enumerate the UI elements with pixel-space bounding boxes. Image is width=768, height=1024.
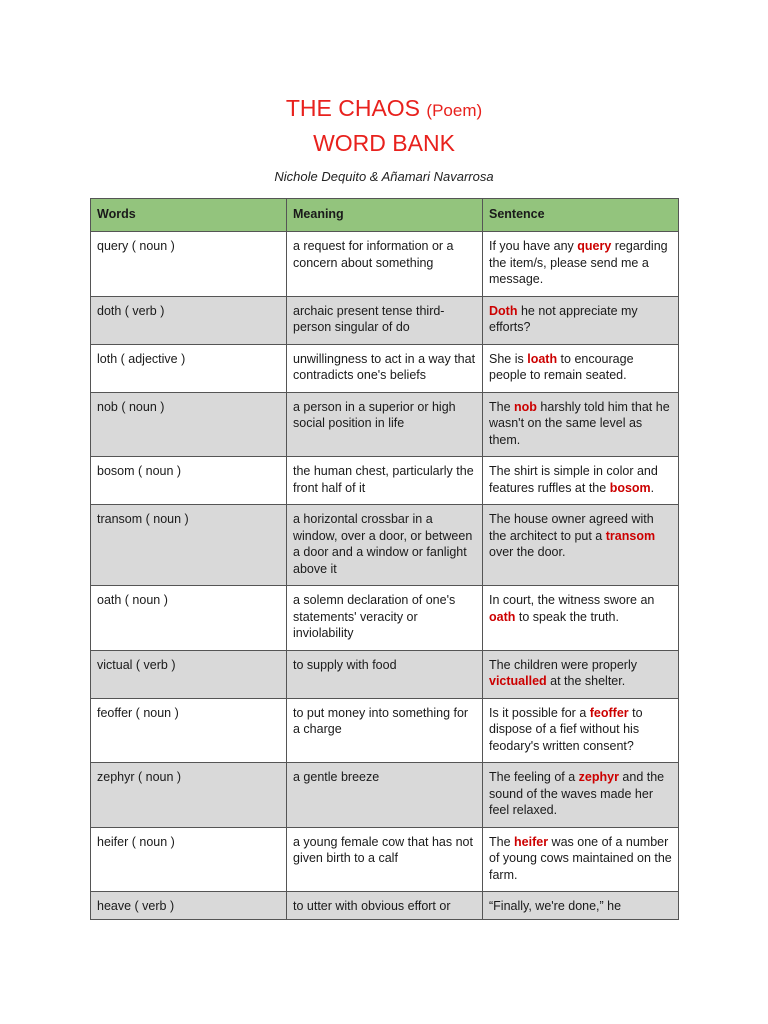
sentence-cell (483, 457, 679, 505)
sentence-text: The shirt is simple in color and features ruffles at the (489, 464, 658, 495)
meaning-cell: to supply with food (287, 650, 483, 698)
meaning-cell: a request for information or a concern about something (287, 232, 483, 297)
sentence-text: to speak the truth. (515, 609, 619, 624)
sentence-text: at the shelter. (546, 674, 626, 688)
meaning-cell: archaic present tense third-person singular of do (287, 296, 483, 344)
sentence-cell (483, 392, 679, 457)
word-cell: feoffer ( noun ) (91, 698, 287, 763)
meaning-cell: to put money into something for a charge (287, 698, 483, 763)
title-main: THE CHAOS (285, 95, 421, 121)
table-row (91, 392, 679, 457)
word-cell: victual ( verb ) (91, 650, 287, 698)
word-cell: transom ( noun ) (91, 505, 287, 586)
meaning-cell: a horizontal crossbar in a window, over a door, or between a door and a window or fanlight above it (287, 505, 483, 586)
page-subtitle: WORD BANK (313, 130, 455, 156)
sentence-cell (483, 698, 679, 763)
header-meaning: Meaning (287, 199, 483, 232)
meaning-cell: to utter with obvious effort or (287, 892, 483, 920)
meaning-cell: unwillingness to act in a way that contradicts one's beliefs (287, 344, 483, 392)
sentence-text: Is it possible for a (489, 705, 590, 720)
table-row (91, 892, 679, 920)
title-sub: (Poem) (426, 101, 483, 120)
table-row (91, 763, 679, 828)
sentence-text: over the door. (489, 545, 566, 559)
sentence-cell (483, 296, 679, 344)
table-body (91, 232, 679, 920)
header-words: Words (91, 199, 287, 232)
highlighted-word: zephyr (578, 770, 619, 784)
word-cell: heifer ( noun ) (91, 827, 287, 892)
header-sentence: Sentence (483, 199, 679, 232)
sentence-text: If you have any (489, 239, 578, 253)
sentence-text: harshly told him that he wasn't on the same level as them. (489, 399, 670, 447)
sentence-cell (483, 650, 679, 698)
table-row (91, 232, 679, 297)
word-cell: loth ( adjective ) (91, 344, 287, 392)
sentence-text: In court, the witness swore an (489, 593, 655, 607)
sentence-cell (483, 586, 679, 651)
highlighted-word: nob (514, 399, 537, 414)
title-block (0, 92, 768, 184)
sentence-cell (483, 892, 679, 920)
meaning-cell: a gentle breeze (287, 763, 483, 828)
table-row (91, 586, 679, 651)
sentence-cell (483, 827, 679, 892)
sentence-cell (483, 763, 679, 828)
table-row (91, 698, 679, 763)
sentence-text: to encourage people to remain seated. (489, 351, 634, 382)
sentence-text: She is (489, 351, 528, 366)
sentence-text: regarding the item/s, please send me a message. (489, 239, 668, 286)
word-bank-table (90, 198, 679, 920)
meaning-cell: a solemn declaration of one's statements' veracity or inviolability (287, 586, 483, 651)
sentence-text: The (489, 399, 515, 414)
highlighted-word: Doth (489, 303, 518, 318)
word-cell: zephyr ( noun ) (91, 763, 287, 828)
sentence-cell (483, 505, 679, 586)
sentence-text: The house owner agreed with the architect to put a (489, 512, 654, 543)
table-header-row (91, 199, 679, 232)
table-row (91, 650, 679, 698)
meaning-cell: a young female cow that has not given birth to a calf (287, 827, 483, 892)
sentence-text: was one of a number of young cows maintained on the farm. (489, 834, 672, 882)
highlighted-word: transom (605, 528, 656, 543)
word-cell: heave ( verb ) (91, 892, 287, 920)
table-row (91, 344, 679, 392)
table-row (91, 457, 679, 505)
table-row (91, 505, 679, 586)
word-cell: doth ( verb ) (91, 296, 287, 344)
word-cell: query ( noun ) (91, 232, 287, 297)
highlighted-word: query (577, 239, 612, 253)
highlighted-word: oath (489, 609, 516, 624)
highlighted-word: heifer (514, 834, 549, 849)
sentence-text: The children were properly (489, 657, 637, 672)
meaning-cell: a person in a superior or high social position in life (287, 392, 483, 457)
sentence-text: The feeling of a (489, 770, 579, 784)
highlighted-word: feoffer (589, 705, 629, 720)
word-cell: bosom ( noun ) (91, 457, 287, 505)
sentence-cell (483, 232, 679, 297)
table-row (91, 296, 679, 344)
sentence-text: and the sound of the waves made her feel relaxed. (489, 770, 665, 817)
sentence-text: “Finally, we're done,” he (489, 899, 622, 913)
table-row (91, 827, 679, 892)
highlighted-word: loath (527, 351, 558, 366)
word-cell: nob ( noun ) (91, 392, 287, 457)
word-cell: oath ( noun ) (91, 586, 287, 651)
sentence-text: he not appreciate my efforts? (489, 303, 638, 334)
authors-line: Nichole Dequito & Añamari Navarrosa (274, 169, 494, 184)
sentence-cell (483, 344, 679, 392)
page-title (0, 92, 768, 127)
sentence-text: . (650, 480, 655, 495)
highlighted-word: bosom (609, 480, 651, 495)
sentence-text: The (489, 834, 515, 849)
highlighted-word: victualled (489, 674, 547, 688)
meaning-cell: the human chest, particularly the front half of it (287, 457, 483, 505)
sentence-text: to dispose of a fief without his feodary's written consent? (489, 705, 643, 753)
